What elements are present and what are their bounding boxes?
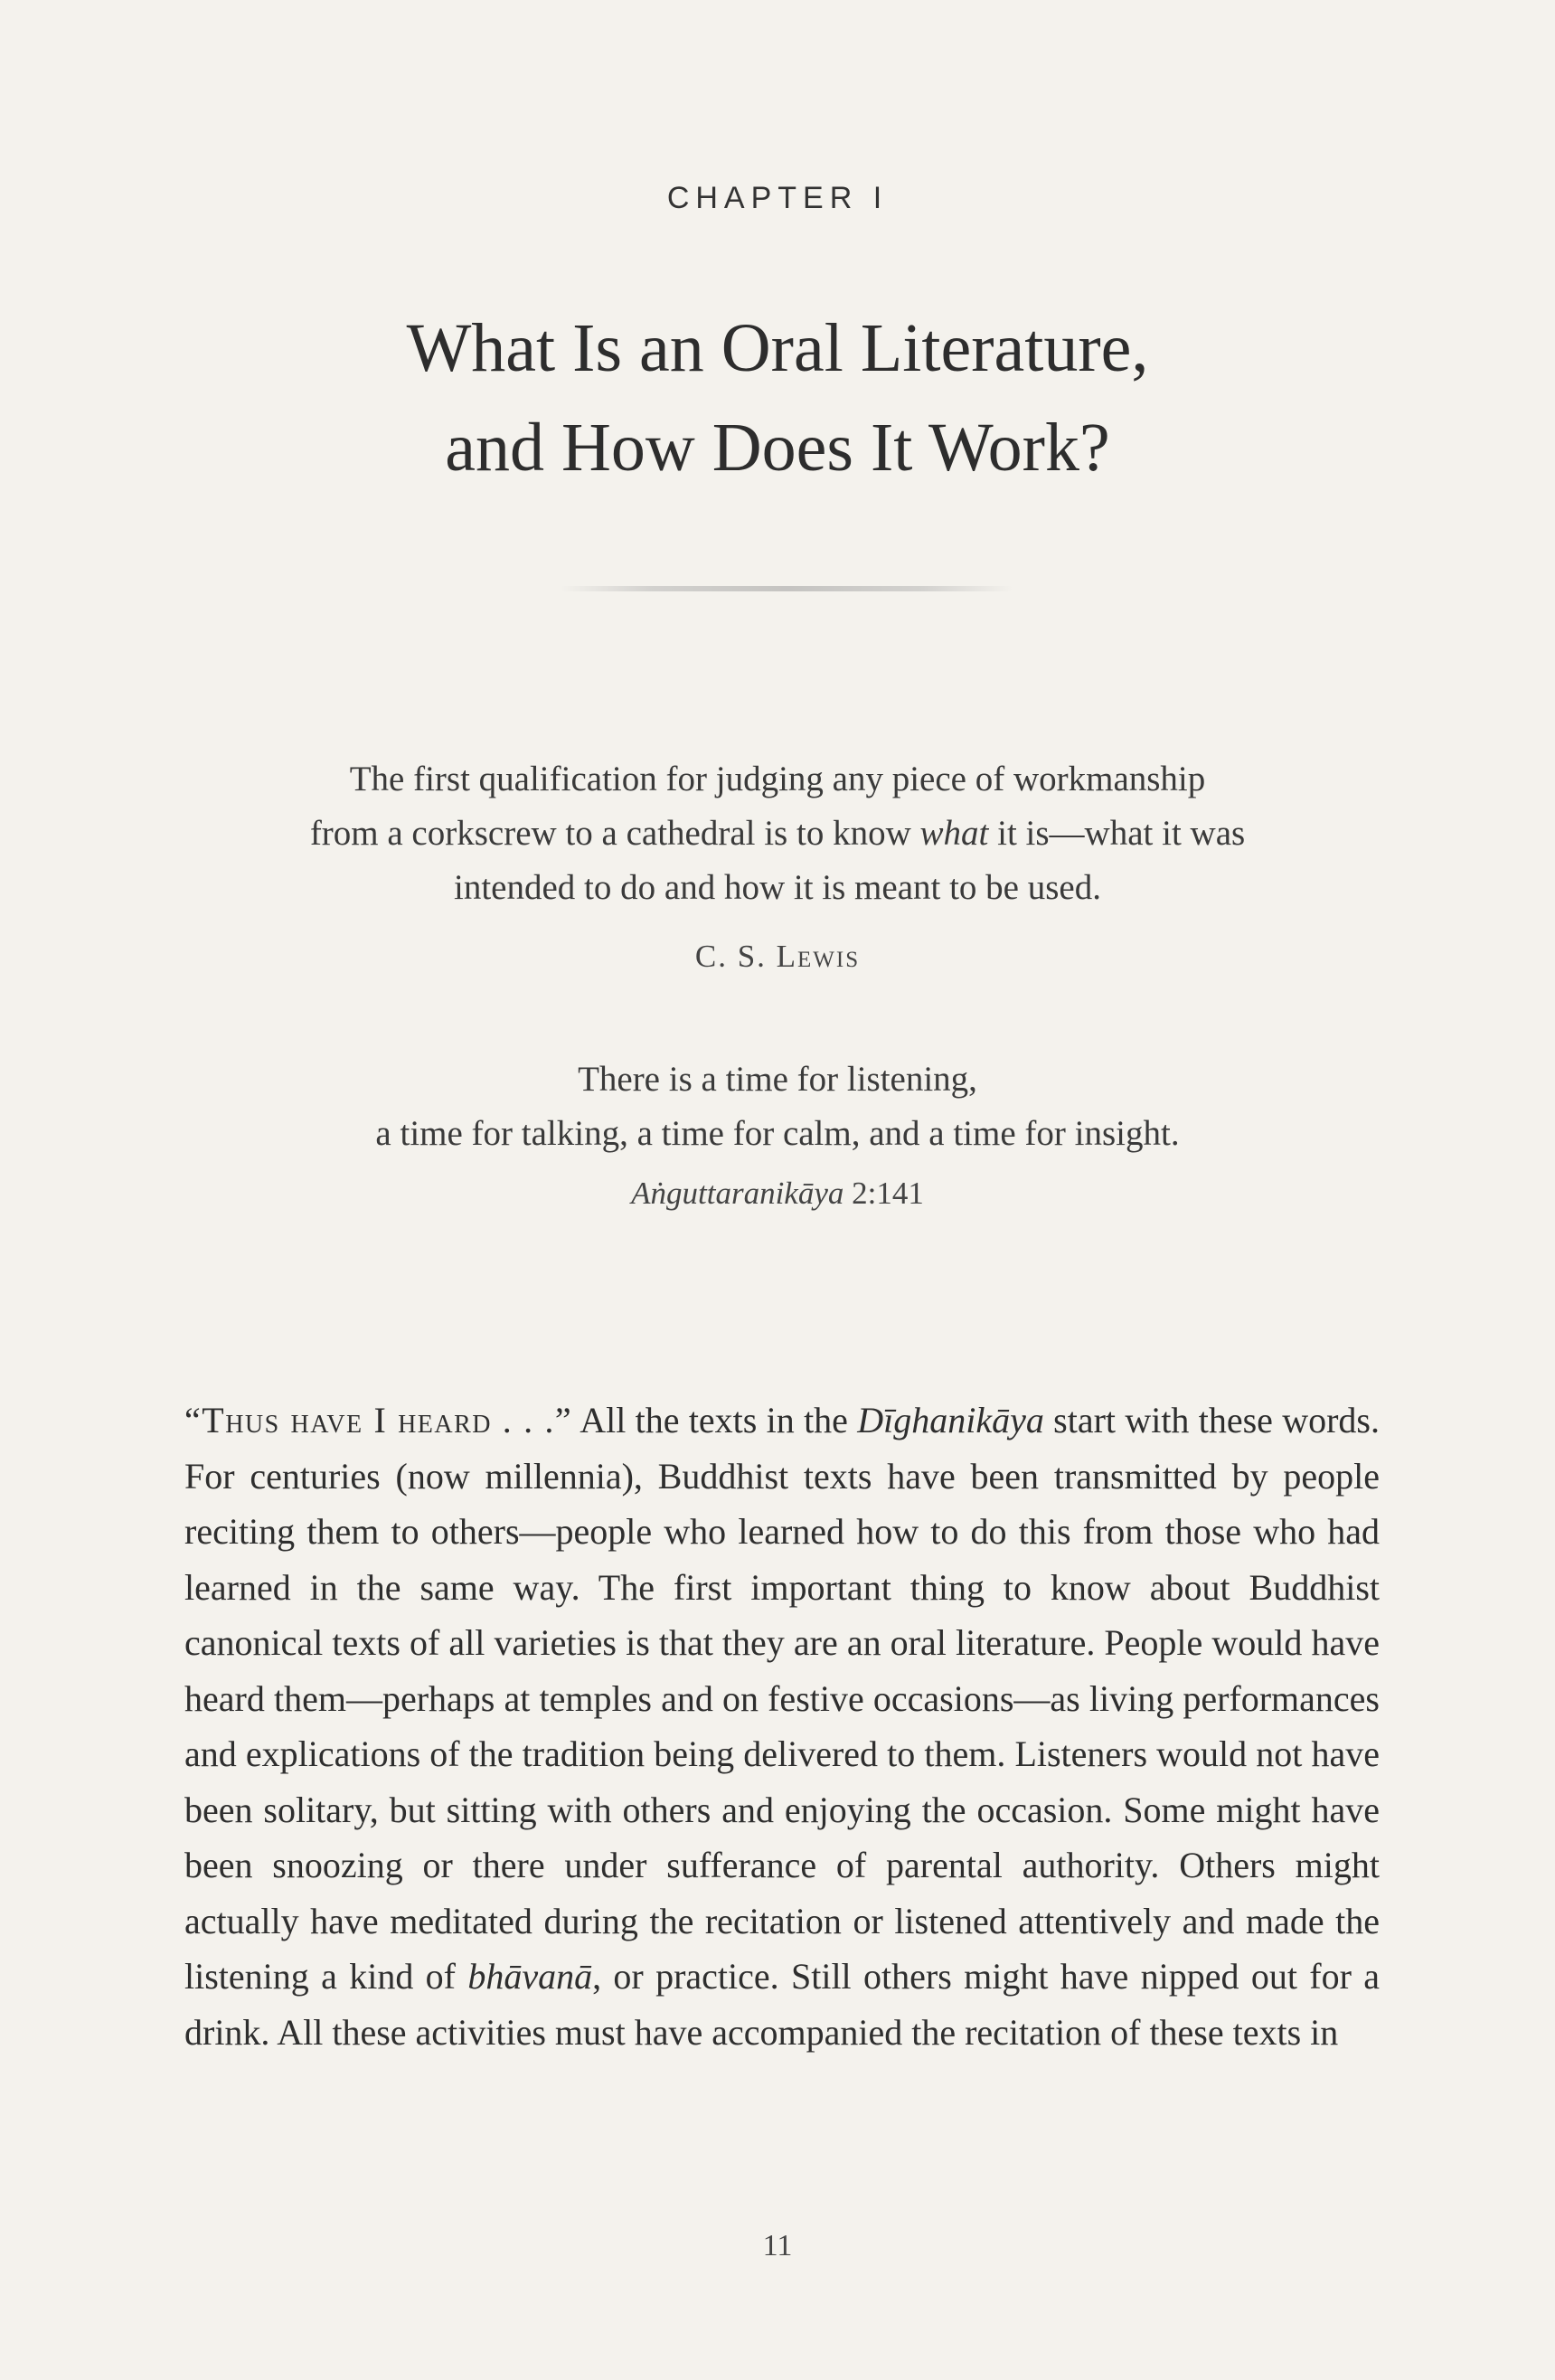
epigraph-line: The first qualification for judging any piece of workmanship [349, 760, 1206, 798]
epigraph-attribution-lewis: C. S. Lewis [694, 939, 861, 974]
body-text-segment: start with these words. For centuries (now millennia), Buddhist texts have been transmitted by people reciting them to others—people who learned how to do this from those who had learned in the same way. The first important thing to know about Buddhist canonical texts of all varieties is that they are an oral literature. People would have heard them—perhaps at temples and on festive occasions—as living performances and explications of the tradition being delivered to them. Listeners would not have been solitary, but sitting with others and enjoying the occasion. Some might have been snoozing or there under sufferance of parental authority. Others might actually have meditated during the recitation or listened attentively and made the listening a kind of [184, 1400, 1380, 1997]
epigraph-emphasis: what [919, 814, 989, 853]
epigraph-anguttara [0, 1053, 1555, 1161]
decorative-rule [561, 586, 1013, 591]
attribution-work: Aṅguttaranikāya [631, 1176, 844, 1211]
epigraph-line: intended to do and how it is meant to be used. [454, 868, 1101, 907]
epigraph-text: from a corkscrew to a cathedral is to know [309, 814, 920, 853]
attribution-ref: 2:141 [843, 1176, 924, 1211]
epigraph-lewis [0, 752, 1555, 915]
epigraph-attribution-anguttara [0, 1176, 1555, 1212]
text-title-dighanikaya: Dīghanikāya [857, 1400, 1044, 1440]
page-number: 11 [762, 2229, 793, 2262]
term-bhavana: bhāvanā [467, 1956, 593, 1997]
opening-small-caps: “Thus have I heard . . .” [184, 1400, 573, 1440]
chapter-label: CHAPTER I [666, 181, 889, 215]
body-text-segment: , or practice. Still others might have nipped out for a drink. All these activities must have accompanied the recitation of these texts in [184, 1956, 1380, 2053]
body-text-segment: All the texts in the [572, 1400, 858, 1440]
body-paragraph [184, 1393, 1380, 2060]
epigraph-line: a time for talking, a time for calm, and a time for insight. [375, 1114, 1180, 1153]
chapter-title-line-1: What Is an Oral Literature, [406, 310, 1149, 386]
chapter-title [0, 298, 1555, 497]
epigraph-text: it is—what it was [988, 814, 1246, 853]
chapter-title-line-2: and How Does It Work? [445, 410, 1110, 486]
epigraph-line [0, 807, 1555, 861]
epigraph-line: There is a time for listening, [578, 1060, 977, 1099]
